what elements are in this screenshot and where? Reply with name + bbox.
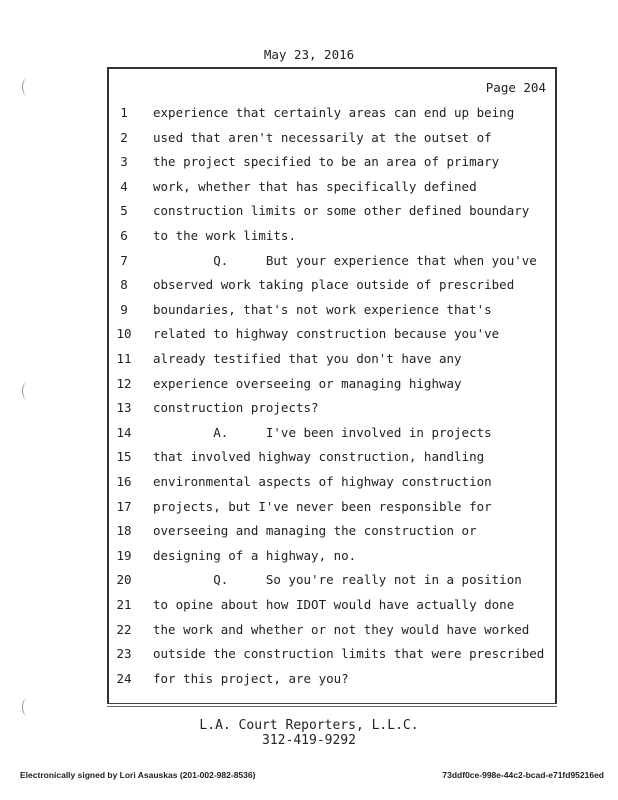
transcript-line — [0, 277, 618, 297]
line-text: to opine about how IDOT would have actually done — [153, 597, 515, 612]
line-text: boundaries, that's not work experience that's — [153, 301, 492, 317]
line-number: 23 — [116, 646, 132, 662]
reporter-company: L.A. Court Reporters, L.L.C. — [199, 718, 419, 733]
line-text: the work and whether or not they would have worked — [153, 621, 530, 637]
line-text: designing of a highway, no. — [153, 547, 357, 563]
line-text: overseeing and managing the construction or — [153, 523, 477, 539]
reporter-phone: 312-419-9292 — [262, 733, 356, 748]
transcript-line — [0, 203, 618, 223]
electronic-signature: Electronically signed by Lori Asauskas (201-002-982-8536) — [20, 770, 256, 780]
transcript-line — [0, 228, 618, 248]
line-number: 10 — [116, 326, 132, 342]
line-text: observed work taking place outside of prescribed — [153, 277, 515, 293]
transcript-line — [0, 523, 618, 543]
line-number: 5 — [120, 203, 128, 219]
line-number: 1 — [120, 105, 128, 120]
line-text: already testified that you don't have any — [153, 351, 462, 366]
transcript-line — [0, 253, 618, 273]
line-number: 24 — [116, 670, 132, 686]
line-text: Q. So you're really not in a position — [153, 572, 522, 588]
page-number-label: Page 204 — [485, 80, 546, 95]
transcript-line — [0, 622, 618, 642]
line-text: A. I've been involved in projects — [153, 424, 492, 440]
transcript-date: May 23, 2016 — [263, 47, 355, 62]
transcript-line — [0, 351, 618, 371]
transcript-line — [0, 425, 618, 445]
line-text: to the work limits. — [153, 228, 296, 243]
transcript-line — [0, 499, 618, 519]
line-text: environmental aspects of highway construction — [153, 474, 492, 489]
line-text: projects, but I've never been responsible for — [153, 498, 492, 514]
line-text: used that aren't necessarily at the outset of — [153, 129, 492, 145]
line-text: the project specified to be an area of primary — [153, 154, 500, 170]
line-number: 2 — [120, 129, 128, 145]
line-text: Q. But your experience that when you've — [153, 252, 537, 268]
line-text: related to highway construction because you've — [153, 326, 500, 342]
transcript-line — [0, 597, 618, 617]
line-number: 4 — [120, 178, 128, 194]
line-number: 13 — [116, 400, 132, 416]
line-number: 20 — [116, 572, 132, 588]
line-number: 9 — [120, 301, 128, 317]
line-text: for this project, are you? — [153, 670, 349, 686]
transcript-line — [0, 130, 618, 150]
transcript-line — [0, 376, 618, 396]
line-text: construction limits or some other defined boundary — [153, 203, 530, 219]
transcript-line — [0, 474, 618, 494]
binder-hole-mark — [22, 78, 33, 96]
line-text: that involved highway construction, handling — [153, 449, 485, 465]
page-frame-bottom-rule — [107, 706, 557, 707]
line-text: outside the construction limits that were prescribed — [153, 646, 545, 662]
line-number: 19 — [116, 547, 132, 563]
document-id: 73ddf0ce-998e-44c2-bcad-e71fd95216ed — [442, 770, 604, 780]
line-number: 22 — [116, 621, 132, 637]
line-number: 15 — [116, 449, 132, 465]
line-number: 11 — [116, 351, 132, 366]
line-number: 17 — [116, 498, 132, 514]
transcript-line — [0, 646, 618, 666]
transcript-line — [0, 154, 618, 174]
line-number: 12 — [116, 375, 132, 391]
line-text: construction projects? — [153, 400, 319, 416]
line-text: work, whether that has specifically defined — [153, 178, 477, 194]
transcript-line — [0, 105, 618, 125]
binder-hole-mark — [22, 698, 33, 716]
line-number: 16 — [116, 474, 132, 489]
transcript-line — [0, 449, 618, 469]
line-number: 14 — [116, 424, 132, 440]
transcript-line — [0, 302, 618, 322]
line-text: experience that certainly areas can end up being — [153, 105, 515, 120]
binder-hole-mark — [22, 382, 33, 400]
transcript-line — [0, 179, 618, 199]
line-number: 21 — [116, 597, 132, 612]
line-number: 3 — [120, 154, 128, 170]
line-number: 6 — [120, 228, 128, 243]
line-text: experience overseeing or managing highway — [153, 375, 462, 391]
transcript-line — [0, 671, 618, 691]
line-number: 7 — [120, 252, 128, 268]
transcript-line — [0, 400, 618, 420]
line-number: 8 — [120, 277, 128, 293]
transcript-line — [0, 326, 618, 346]
transcript-line — [0, 572, 618, 592]
line-number: 18 — [116, 523, 132, 539]
transcript-line — [0, 548, 618, 568]
